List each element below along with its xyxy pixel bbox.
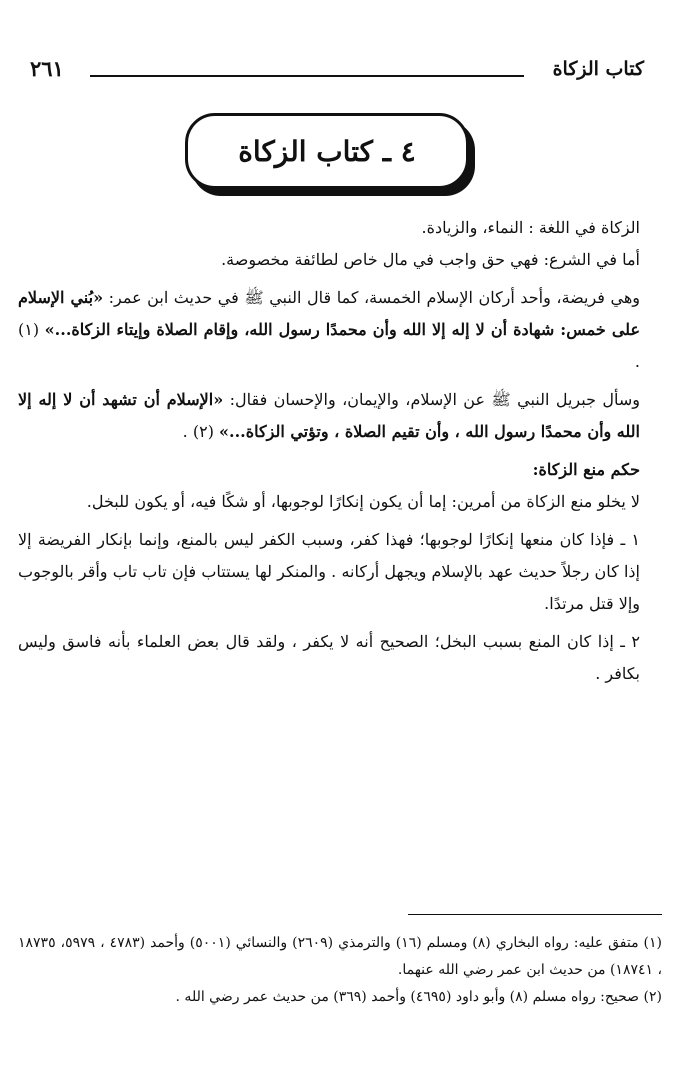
footnote-ref-2: (٢) .: [182, 422, 214, 441]
footnote-1: (١) متفق عليه: رواه البخاري (٨) ومسلم (١٦) والترمذي (٢٦٠٩) والنسائي (٥٠٠١) وأحمد (٤٧٨٣ ، ٥٩٧٩، ١٨٧٣٥ ، ١٨٧٤١) من حديث ابن عمر رضي الله عنهما.: [18, 935, 663, 978]
hadith-quote-ibn-umar: «بُني الإسلام على خمس: شهادة أن لا إله إلا الله وأن محمدًا رسول الله، وإقام الصلاة وإيتاء الزكاة...»: [18, 288, 640, 339]
paragraph-case-denial: ١ ـ فإذا كان منعها إنكارًا لوجوبها؛ فهذا كفر، وسبب الكفر ليس بالمنع، وإنما بإنكار الفريضة إلا إذا كان رجلاً حديث عهد بالإسلام ويجهل أركانه . والمنكر لها يستتاب فإن تاب تاب وأقر بالوجوب وإلا قتل مرتدًا.: [18, 530, 640, 613]
paragraph-two-cases: لا يخلو منع الزكاة من أمرين: إما أن يكون إنكارًا لوجوبها، أو شكًا فيه، أو يكون للبخل.: [86, 492, 640, 511]
footnote-2: (٢) صحيح: رواه مسلم (٨) وأبو داود (٤٦٩٥) وأحمد (٣٦٩) من حديث عمر رضي الله .: [175, 989, 662, 1005]
footnotes: [18, 930, 662, 1011]
running-title: كتاب الزكاة: [552, 58, 644, 80]
main-text: [18, 212, 662, 690]
page-number: ٢٦١: [30, 56, 64, 81]
paragraph-jibril: [18, 384, 662, 448]
chapter-title: ٤ ـ كتاب الزكاة: [238, 134, 416, 168]
paragraph-case-stinginess: ٢ ـ إذا كان المنع بسبب البخل؛ الصحيح أنه لا يكفر ، ولقد قال بعض العلماء بأنه فاسق وليس بكافر .: [18, 632, 640, 683]
header-rule: [90, 75, 524, 77]
paragraph-obligation-intro: وهي فريضة، وأحد أركان الإسلام الخمسة، كما قال النبي ﷺ في حديث ابن عمر:: [108, 288, 640, 307]
paragraph-definition-language: الزكاة في اللغة : النماء، والزيادة.: [421, 218, 640, 237]
footnote-rule: [408, 914, 662, 915]
hadith-quote-jibril: «الإسلام أن تشهد أن لا إله إلا الله وأن محمدًا رسول الله ، وأن تقيم الصلاة ، وتؤتي الزكاة...»: [18, 390, 640, 441]
paragraph-jibril-intro: وسأل جبريل النبي ﷺ عن الإسلام، والإيمان، والإحسان فقال:: [229, 390, 640, 409]
paragraph-definition-sharia: أما في الشرع: فهي حق واجب في مال خاص لطائفة مخصوصة.: [221, 250, 640, 269]
section-heading: حكم منع الزكاة:: [532, 460, 640, 479]
footnote-ref-1: (١) .: [18, 320, 640, 371]
page-header: [30, 50, 644, 90]
chapter-title-box: [185, 113, 469, 189]
paragraph-obligation: [18, 282, 662, 378]
